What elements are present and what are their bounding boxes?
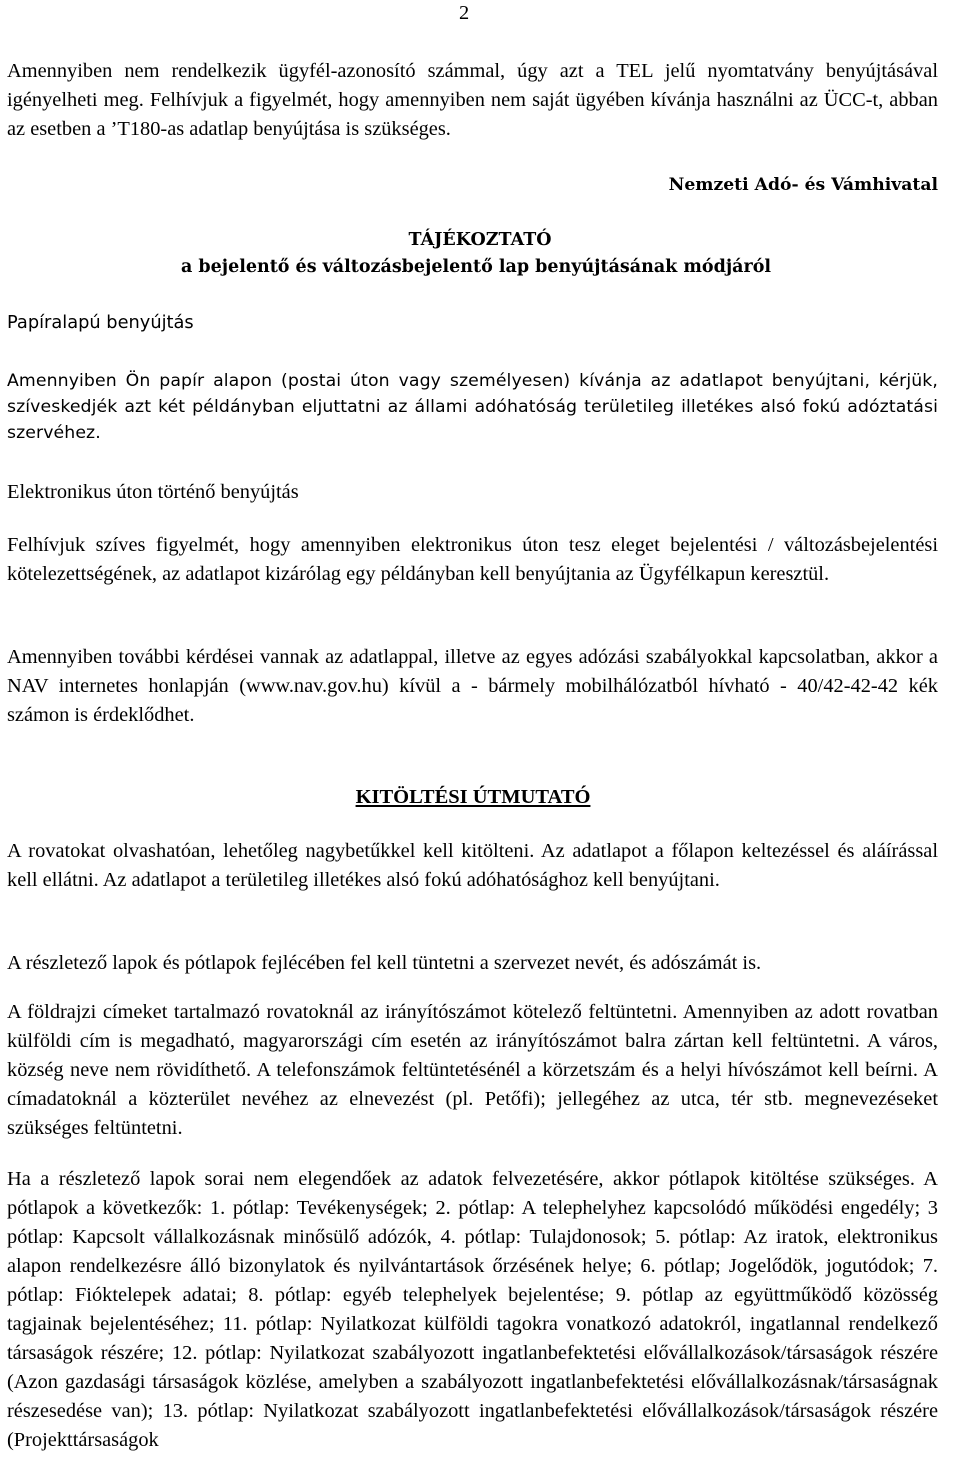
agency-name: Nemzeti Adó- és Vámhivatal bbox=[668, 175, 938, 195]
electronic-paragraph: Felhívjuk szíves figyelmét, hogy amennyiben elektronikus úton tesz eleget bejelentési / változásbejelentési kötelezettségének, az adatlapot kizárólag egy példányban kell benyújtania az Ügyfélkapun keresztül. bbox=[7, 534, 938, 585]
guide-paragraph-2: A részletező lapok és pótlapok fejlécében fel kell tüntetni a szervezet nevét, és adószámát is. bbox=[7, 952, 762, 974]
info-title: TÁJÉKOZTATÓ bbox=[408, 230, 552, 250]
paper-paragraph: Amennyiben Ön papír alapon (postai úton vagy személyesen) kívánja az adatlapot benyújtani, kérjük, szíveskedjék azt két példányban eljuttatni az állami adóhatóság területileg illetékes alsó fokú adóztatási szervéhez. bbox=[7, 371, 938, 443]
contact-paragraph: Amennyiben további kérdései vannak az adatlappal, illetve az egyes adózási szabályokkal kapcsolatban, akkor a NAV internetes honlapján (www.nav.gov.hu) kívül a - bármely mobilhálózatból hívható - 40/42-42-42 kék számon is érdeklődhet. bbox=[7, 646, 938, 726]
paper-heading: Papíralapú benyújtás bbox=[7, 312, 194, 333]
guide-paragraph-3: A földrajzi címeket tartalmazó rovatoknál az irányítószámot kötelező feltüntetni. Amennyiben az adott rovatban külföldi cím is megadható, magyarországi cím esetén az irányítószámot balra zártan kell feltüntetni. A város, község neve nem rövidíthető. A telefonszámok feltüntetésénél a körzetszám és a helyi hívószámot kell beírni. A címadatoknál a közterület nevéhez az elnevezést (pl. Petőfi); jellegéhez az utca, tér stb. megnevezéseket szükséges feltüntetni. bbox=[7, 1001, 938, 1139]
page-number: 2 bbox=[459, 2, 470, 24]
guide-paragraph-1: A rovatokat olvashatóan, lehetőleg nagybetűkkel kell kitölteni. Az adatlapot a főlapon keltezéssel és aláírással kell ellátni. Az adatlapot a területileg illetékes alsó fokú adóhatósághoz kell benyújtani. bbox=[7, 840, 938, 891]
intro-paragraph: Amennyiben nem rendelkezik ügyfél-azonosító számmal, úgy azt a TEL jelű nyomtatvány benyújtásával igényelheti meg. Felhívjuk a figyelmét, hogy amennyiben nem saját ügyében kívánja használni az ÜCC-t, abban az esetben a ’T180-as adatlap benyújtása is szükséges. bbox=[7, 60, 938, 140]
electronic-heading: Elektronikus úton történő benyújtás bbox=[7, 481, 299, 503]
guide-title: KITÖLTÉSI ÚTMUTATÓ bbox=[355, 786, 591, 808]
info-subtitle: a bejelentő és változásbejelentő lap benyújtásának módjáról bbox=[180, 257, 772, 277]
guide-paragraph-4: Ha a részletező lapok sorai nem elegendőek az adatok felvezetésére, akkor pótlapok kitöltése szükséges. A pótlapok a következők: 1. pótlap: Tevékenységek; 2. pótlap: A telephelyhez kapcsolódó működési engedély; 3 pótlap: Kapcsolt vállalkozásnak minősülő adózók, 4. pótlap: Tulajdonosok; 5. pótlap: Az iratok, elektronikus alapon rendelkezésre álló bizonylatok és nyilvántartások őrzésének helye; 6. pótlap; Jogelődök, jogutódok; 7. pótlap: Fióktelepek adatai; 8. pótlap: egyéb telephelyek bejelentése; 9. pótlap az együttműködő közösség tagjainak bejelentéséhez; 11. pótlap: Nyilatkozat külföldi tagokra vonatkozó adatokról, ingatlannal rendelkező társaságok részére; 12. pótlap: Nyilatkozat szabályozott ingatlanbefektetési elővállalkozások/társaságok részére (Azon gazdasági társaságok közlése, amelyben a szabályozott ingatlanbefektetési elővállalkozásnak/társaságnak részesedése van); 13. pótlap: Nyilatkozat szabályozott ingatlanbefektetési elővállalkozások/társaságok részére (Projekttársaságok bbox=[7, 1168, 938, 1451]
